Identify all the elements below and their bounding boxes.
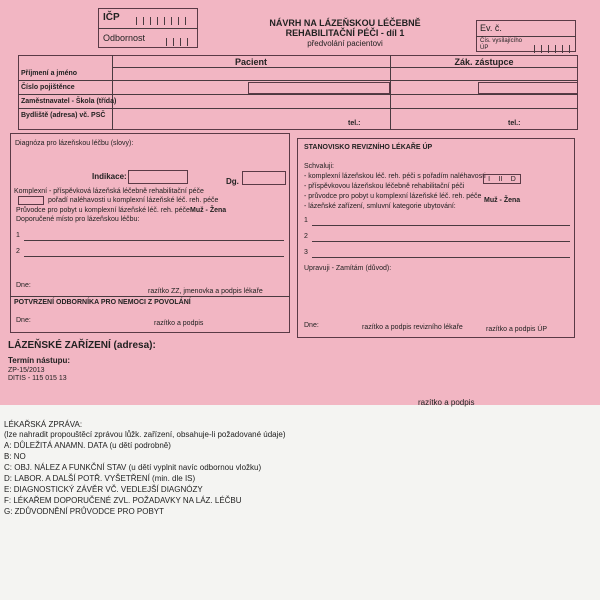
report-item-d: D: LABOR. A DALŠÍ POTŘ. VYŠETŘENÍ (min. dle IS) [4, 474, 196, 483]
potvrzeni-label: POTVRZENÍ ODBORNÍKA PRO NEMOCI Z POVOLÁNÍ [14, 299, 191, 306]
zarizeni-2-number: 2 [304, 233, 308, 240]
diagnoza-label: Diagnóza pro lázeňskou léčbu (slovy): [15, 140, 134, 147]
report-item-g: G: ZDŮVODNĚNÍ PRŮVODCE PRO POBYT [4, 507, 165, 516]
mista-2-number: 2 [16, 248, 20, 255]
odbornost-label: Odbornost [103, 33, 146, 43]
razitko-revizni: razítko a podpis revizního lékaře [362, 324, 463, 331]
termin-nastupu-label: Termín nástupu: [8, 356, 71, 365]
razitko-potvrzeni: razítko a podpis [154, 320, 204, 327]
indikace-input[interactable] [128, 170, 188, 184]
form-title-line2: REHABILITAČNÍ PÉČI - díl 1 [285, 28, 405, 38]
ev-c-label: Ev. č. [480, 23, 502, 33]
razitko-podpis-footer: razítko a podpis [418, 398, 475, 407]
zarizeni-3-number: 3 [304, 249, 308, 256]
upravuji-label: Upravuji - Zamítám (důvod): [304, 265, 392, 272]
poradi-cells-right[interactable]: I II D [483, 174, 521, 184]
dne-potvrzeni: Dne: [16, 317, 31, 324]
report-item-e: E: DIAGNOSTICKÝ ZÁVĚR VČ. VEDLEJŠÍ DIAGNÓZY [4, 485, 203, 494]
pojistenec-input[interactable] [248, 82, 390, 94]
poradi-label: pořadí naléhavosti u komplexní lázeňské léč. reh. péče [48, 197, 219, 204]
form-title-line1: NÁVRH NA LÁZEŇSKOU LÉČEBNĚ [269, 18, 421, 28]
zp-code: ZP-15/2013 [8, 367, 45, 374]
report-title: LÉKAŘSKÁ ZPRÁVA: [4, 420, 83, 429]
indikace-label: Indikace: [92, 172, 127, 181]
schv-item2: - příspěvkovou lázeňskou léčebně rehabilitační péči [304, 183, 465, 190]
razitko-zz: razítko ZZ, jmenovka a podpis lékaře [148, 288, 263, 295]
report-item-f: F: LÉKAŘEM DOPORUČENÉ ZVL. POŽADAVKY NA LÁZ. LÉČBU [4, 496, 242, 505]
dne-left: Dne: [16, 282, 31, 289]
col-pacient: Pacient [234, 57, 267, 67]
icp-cells[interactable] [130, 12, 186, 30]
pruvodce-label: Průvodce pro pobyt u komplexní lázeňské léč. reh. péče [16, 207, 190, 214]
form-subtitle: předvolání pacientovi [307, 39, 383, 48]
dg-input[interactable] [242, 171, 286, 185]
tel-zastupce: tel.: [508, 120, 521, 127]
muz-zena-left: Muž - Žena [190, 207, 227, 214]
cis-vysilajiciho-label: Čís. vysílajícího ÚP [480, 38, 523, 51]
schv-item3: - průvodce pro pobyt u komplexní lázeňské léč. reh. péče [304, 193, 482, 200]
schv-item4: - lázeňské zařízení, smluvní kategorie ubytování: [304, 203, 456, 210]
report-item-b: B: NO [4, 452, 26, 461]
odbornost-cells[interactable] [160, 33, 188, 51]
doporucene-label: Doporučené místo pro lázeňskou léčbu: [16, 216, 140, 223]
mista-1-number: 1 [16, 232, 20, 239]
row-prijmeni: Příjmení a jméno [21, 70, 78, 77]
icp-label: IČP [103, 12, 120, 23]
schv-item1: - komplexní lázeňskou léč. reh. péči s pořadím naléhavosti [304, 173, 486, 180]
row-zamestnavatel: Zaměstnavatel - Škola (třída) [21, 98, 117, 105]
zarizeni-1-number: 1 [304, 217, 308, 224]
row-bydliste: Bydliště (adresa) vč. PSČ [21, 112, 106, 119]
razitko-up: razítko a podpis ÚP [486, 326, 548, 333]
komplexni-label: Komplexní - příspěvková lázeňská léčebně rehabilitační péče [14, 188, 204, 195]
dg-label: Dg. [226, 177, 239, 186]
lazenske-zarizeni-label: LÁZEŇSKÉ ZAŘÍZENÍ (adresa): [8, 340, 156, 351]
report-subtitle: (lze nahradit propouštěcí zprávou lůžk. zařízení, obsahuje-li požadované údaje) [4, 430, 286, 439]
zastupce-pojistenec-input[interactable] [478, 82, 578, 94]
col-zastupce: Zák. zástupce [454, 57, 514, 67]
row-cislo-pojistence: Číslo pojištěnce [21, 84, 75, 91]
dne-right: Dne: [304, 322, 319, 329]
poradi-cells[interactable] [18, 196, 44, 205]
tel-pacient: tel.: [348, 120, 361, 127]
ditis-code: DITIS - 115 015 13 [8, 375, 67, 382]
schvaluji-label: Schvaluji: [304, 163, 334, 170]
report-item-c: C: OBJ. NÁLEZ A FUNKČNÍ STAV (u dětí vyplnit navíc odbornou vložku) [4, 463, 262, 472]
report-item-a: A: DŮLEŽITÁ ANAMN. DATA (u dětí podrobně) [4, 441, 171, 450]
muz-zena-right: Muž - Žena [484, 197, 521, 204]
revizni-title: STANOVISKO REVIZNÍHO LÉKAŘE ÚP [304, 144, 433, 151]
revizni-box [297, 138, 575, 338]
